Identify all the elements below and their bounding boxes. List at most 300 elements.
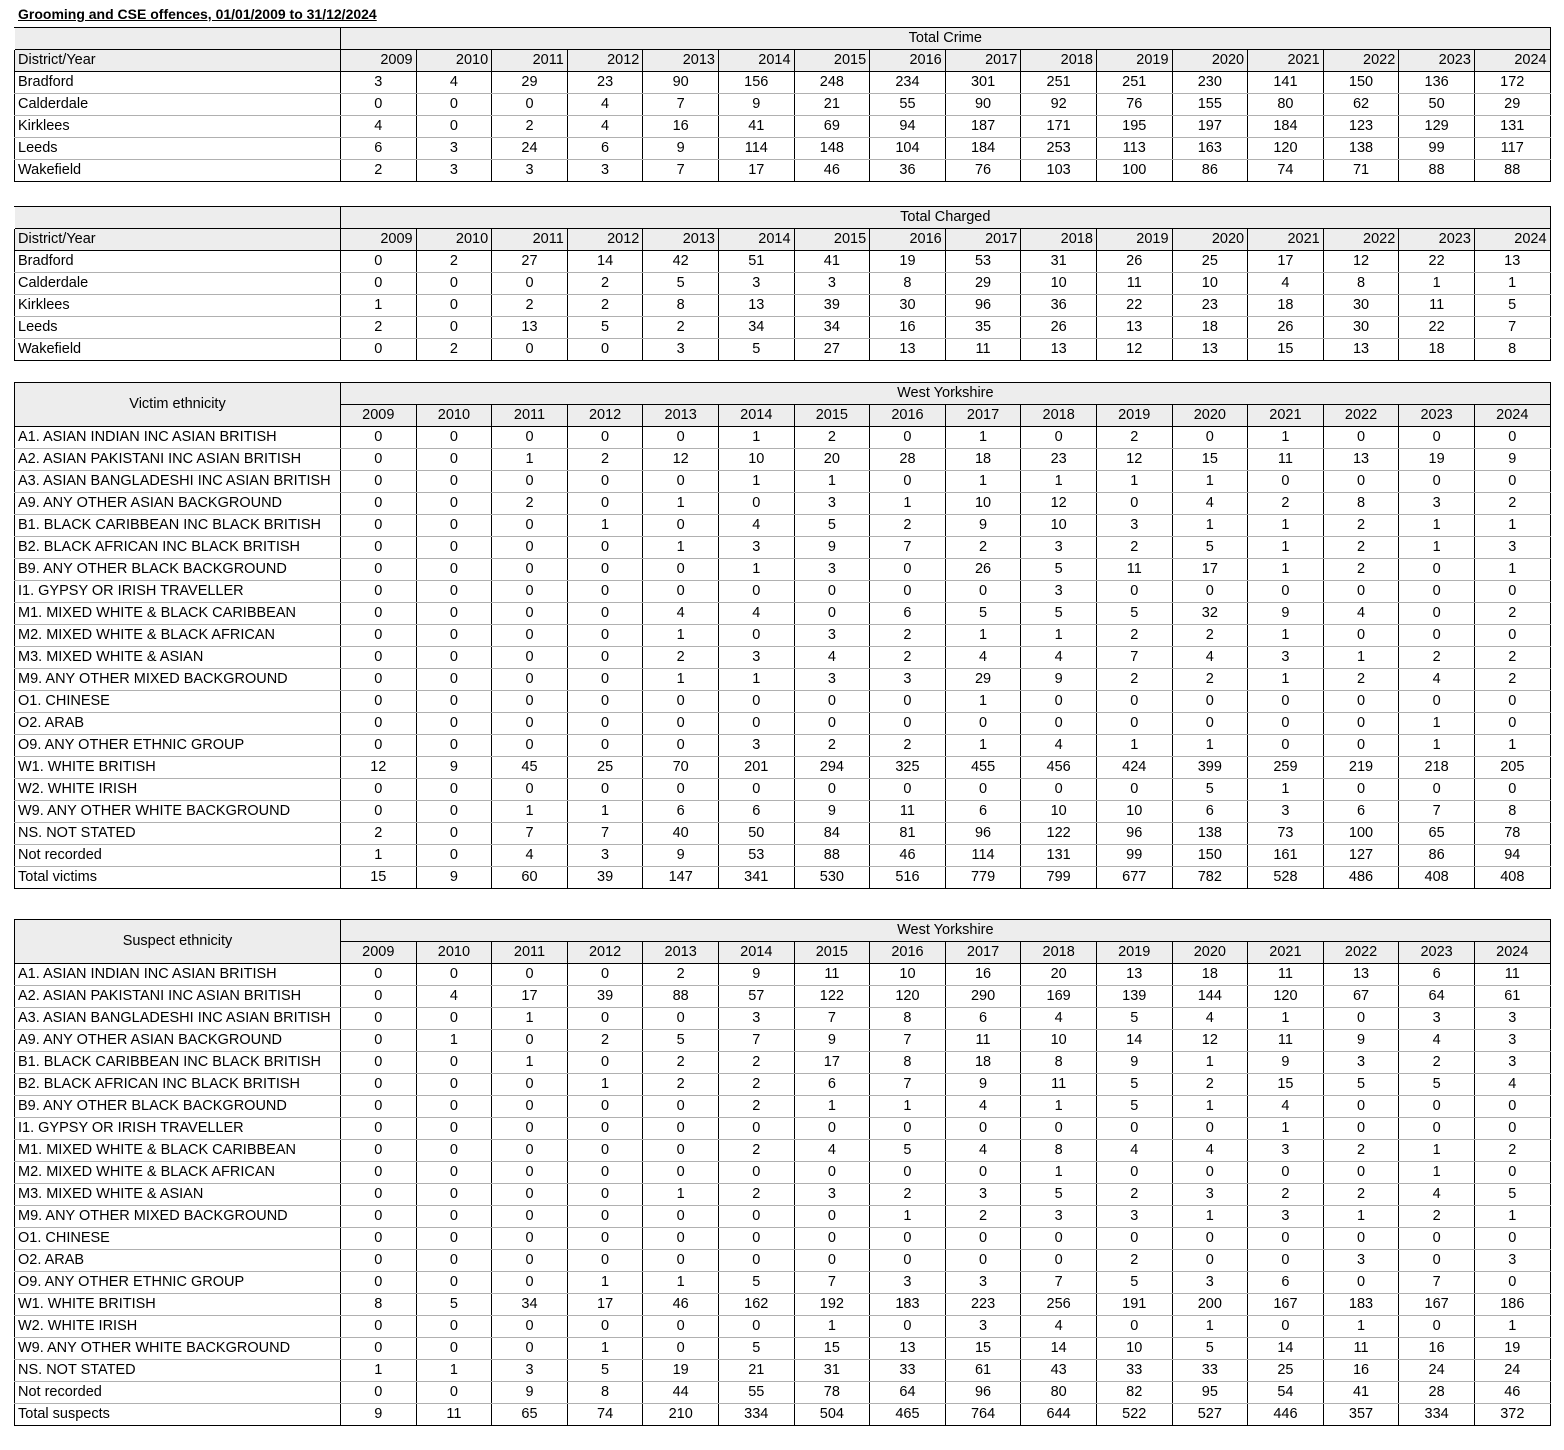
table-cell: 1 (1248, 1118, 1324, 1140)
table-cell: 0 (416, 1118, 492, 1140)
table-cell: 1 (1172, 471, 1248, 493)
table-cell: 3 (1172, 1272, 1248, 1294)
table-cell: 26 (945, 559, 1021, 581)
table-cell: 35 (945, 317, 1021, 339)
table-cell: 192 (794, 1294, 870, 1316)
table-cell: 6 (1248, 1272, 1324, 1294)
table-cell: 1 (643, 625, 719, 647)
table-cell: 53 (945, 251, 1021, 273)
table-cell: 0 (1248, 581, 1324, 603)
table-cell: 54 (1248, 1382, 1324, 1404)
table-cell: 0 (870, 713, 946, 735)
table-cell: 26 (1248, 317, 1324, 339)
year-header: 2010 (416, 50, 492, 72)
table-cell: 0 (1323, 1272, 1399, 1294)
table-cell: 0 (643, 1250, 719, 1272)
table-cell: 0 (416, 735, 492, 757)
table-cell: 1 (567, 801, 643, 823)
table-cell: 103 (1021, 160, 1097, 182)
table-cell: 4 (341, 116, 417, 138)
table-cell: 0 (1323, 625, 1399, 647)
table-cell: 5 (1021, 559, 1097, 581)
row-label: Calderdale (15, 94, 341, 116)
table-cell: 40 (643, 823, 719, 845)
table-cell: 30 (1323, 295, 1399, 317)
table-row (15, 1228, 1551, 1250)
table-cell: 0 (416, 471, 492, 493)
table-cell: 9 (643, 845, 719, 867)
year-header: 2022 (1323, 50, 1399, 72)
table-row (15, 964, 1551, 986)
year-header: 2021 (1248, 50, 1324, 72)
table-row (15, 669, 1551, 691)
table-cell: 0 (416, 581, 492, 603)
row-label: I1. GYPSY OR IRISH TRAVELLER (15, 1118, 341, 1140)
table-cell: 1 (945, 691, 1021, 713)
table-cell: 0 (718, 1316, 794, 1338)
table-cell: 74 (1248, 160, 1324, 182)
table-cell: 9 (945, 515, 1021, 537)
table-cell: 6 (945, 801, 1021, 823)
table-cell: 5 (1172, 779, 1248, 801)
year-header: 2017 (945, 229, 1021, 251)
table-cell: 0 (643, 779, 719, 801)
table-cell: 43 (1021, 1360, 1097, 1382)
table-cell: 36 (1021, 295, 1097, 317)
table-cell: 0 (1021, 779, 1097, 801)
table-cell: 9 (416, 757, 492, 779)
table-cell: 1 (643, 1272, 719, 1294)
table-cell: 7 (718, 1030, 794, 1052)
table-cell: 0 (341, 1030, 417, 1052)
table-cell: 22 (1399, 251, 1475, 273)
table-cell: 1 (718, 471, 794, 493)
table-cell: 3 (1323, 1250, 1399, 1272)
table-cell: 3 (1474, 1052, 1550, 1074)
table-cell: 0 (341, 1184, 417, 1206)
table-cell: 0 (492, 515, 568, 537)
table-cell: 4 (794, 647, 870, 669)
table-cell: 17 (1248, 251, 1324, 273)
victim-ethnicity-table (14, 382, 1551, 889)
table-cell: 0 (341, 603, 417, 625)
table-cell: 2 (1172, 625, 1248, 647)
table-cell: 0 (1399, 427, 1475, 449)
table-cell: 6 (1323, 801, 1399, 823)
year-header: 2023 (1399, 50, 1475, 72)
table-cell: 8 (1323, 493, 1399, 515)
table-row (15, 273, 1551, 295)
table-row (15, 691, 1551, 713)
table-cell: 0 (1021, 1250, 1097, 1272)
table-cell: 8 (870, 273, 946, 295)
table-cell: 74 (567, 1404, 643, 1426)
table-cell: 2 (1096, 427, 1172, 449)
table-cell: 2 (643, 647, 719, 669)
table-cell: 4 (1399, 1030, 1475, 1052)
table-cell: 0 (794, 1250, 870, 1272)
year-header: 2012 (567, 50, 643, 72)
table-cell: 60 (492, 867, 568, 889)
table-cell: 94 (870, 116, 946, 138)
table-cell: 0 (341, 471, 417, 493)
table-cell: 9 (1323, 1030, 1399, 1052)
table-cell: 3 (794, 273, 870, 295)
table-cell: 46 (643, 1294, 719, 1316)
table-cell: 1 (1323, 1206, 1399, 1228)
table-cell: 1 (1248, 779, 1324, 801)
table-cell: 7 (1474, 317, 1550, 339)
table-cell: 0 (341, 537, 417, 559)
table-cell: 4 (416, 986, 492, 1008)
table-cell: 0 (1323, 1228, 1399, 1250)
year-header: 2017 (945, 405, 1021, 427)
table-cell: 9 (1021, 669, 1097, 691)
table-cell: 183 (870, 1294, 946, 1316)
table-cell: 25 (1172, 251, 1248, 273)
table-row (15, 251, 1551, 273)
table-cell: 10 (945, 493, 1021, 515)
table-cell: 64 (1399, 986, 1475, 1008)
table-cell: 3 (1248, 1206, 1324, 1228)
table-cell: 0 (643, 691, 719, 713)
table-cell: 65 (492, 1404, 568, 1426)
table-cell: 2 (643, 1074, 719, 1096)
table-row (15, 1096, 1551, 1118)
table-cell: 219 (1323, 757, 1399, 779)
table-cell: 2 (643, 1052, 719, 1074)
table-cell: 2 (1399, 1052, 1475, 1074)
table-cell: 0 (718, 1206, 794, 1228)
table-cell: 172 (1474, 72, 1550, 94)
table-cell: 1 (870, 1096, 946, 1118)
table-cell: 0 (718, 581, 794, 603)
table-cell: 2 (1248, 493, 1324, 515)
table-cell: 46 (1474, 1382, 1550, 1404)
table-cell: 41 (718, 116, 794, 138)
table-cell: 18 (1172, 964, 1248, 986)
year-header: 2009 (341, 405, 417, 427)
table-cell: 251 (1021, 72, 1097, 94)
year-header: 2013 (643, 229, 719, 251)
table-cell: 3 (1172, 1184, 1248, 1206)
table-cell: 5 (1021, 1184, 1097, 1206)
table-cell: 9 (794, 537, 870, 559)
table-row (15, 625, 1551, 647)
table-cell: 13 (1323, 339, 1399, 361)
table-cell: 4 (1096, 1140, 1172, 1162)
table-cell: 17 (492, 986, 568, 1008)
table-cell: 0 (1474, 779, 1550, 801)
table-cell: 186 (1474, 1294, 1550, 1316)
table-cell: 0 (341, 713, 417, 735)
table-cell: 141 (1248, 72, 1324, 94)
table-cell: 0 (1021, 713, 1097, 735)
row-label: W1. WHITE BRITISH (15, 757, 341, 779)
table-cell: 4 (1172, 493, 1248, 515)
table-cell: 2 (1172, 1074, 1248, 1096)
table-cell: 0 (416, 625, 492, 647)
table-cell: 86 (1172, 160, 1248, 182)
table-cell: 2 (718, 1052, 794, 1074)
table-cell: 0 (643, 1338, 719, 1360)
row-label: W9. ANY OTHER WHITE BACKGROUND (15, 1338, 341, 1360)
table-cell: 4 (945, 1140, 1021, 1162)
table-cell: 195 (1096, 116, 1172, 138)
table-cell: 0 (1172, 1250, 1248, 1272)
year-header: 2012 (567, 405, 643, 427)
table-cell: 19 (643, 1360, 719, 1382)
table-cell: 5 (416, 1294, 492, 1316)
year-header: 2013 (643, 405, 719, 427)
year-header: 2011 (492, 50, 568, 72)
table-cell: 13 (870, 339, 946, 361)
table-cell: 0 (643, 1096, 719, 1118)
table-cell: 114 (945, 845, 1021, 867)
table-row (15, 823, 1551, 845)
year-header: 2017 (945, 942, 1021, 964)
table-cell: 8 (870, 1052, 946, 1074)
table-cell: 0 (341, 1250, 417, 1272)
table-cell: 0 (718, 1250, 794, 1272)
table-cell: 169 (1021, 986, 1097, 1008)
table-cell: 0 (1399, 1316, 1475, 1338)
year-header: 2016 (870, 942, 946, 964)
table-cell: 44 (643, 1382, 719, 1404)
table-cell: 99 (1096, 845, 1172, 867)
table-row (15, 1184, 1551, 1206)
table-cell: 0 (341, 779, 417, 801)
table-cell: 5 (567, 1360, 643, 1382)
table-cell: 0 (341, 964, 417, 986)
table-cell: 2 (1323, 1184, 1399, 1206)
table-cell: 0 (567, 537, 643, 559)
table-row (15, 339, 1551, 361)
table-cell: 0 (1474, 581, 1550, 603)
table-cell: 71 (1323, 160, 1399, 182)
row-label: Leeds (15, 317, 341, 339)
table-cell: 3 (1248, 801, 1324, 823)
table-cell: 0 (945, 779, 1021, 801)
table-cell: 325 (870, 757, 946, 779)
year-header: 2015 (794, 229, 870, 251)
table-cell: 65 (1399, 823, 1475, 845)
table-cell: 3 (1248, 1140, 1324, 1162)
table-cell: 0 (416, 1074, 492, 1096)
row-label: M9. ANY OTHER MIXED BACKGROUND (15, 669, 341, 691)
table-cell: 104 (870, 138, 946, 160)
table-cell: 0 (567, 339, 643, 361)
table-cell: 5 (1021, 603, 1097, 625)
row-label: Wakefield (15, 339, 341, 361)
table-cell: 0 (341, 251, 417, 273)
table-cell: 0 (1248, 735, 1324, 757)
table-cell: 486 (1323, 867, 1399, 889)
table-cell: 10 (1172, 273, 1248, 295)
table-cell: 0 (1248, 713, 1324, 735)
table-cell: 1 (718, 559, 794, 581)
table-cell: 0 (341, 735, 417, 757)
table-cell: 82 (1096, 1382, 1172, 1404)
table-cell: 39 (567, 867, 643, 889)
table-row (15, 735, 1551, 757)
table-cell: 1 (945, 427, 1021, 449)
table-cell: 11 (870, 801, 946, 823)
row-label: Kirklees (15, 116, 341, 138)
table-cell: 0 (945, 1228, 1021, 1250)
table-cell: 7 (870, 1030, 946, 1052)
table-cell: 0 (1399, 603, 1475, 625)
table-cell: 7 (794, 1272, 870, 1294)
year-header: 2020 (1172, 942, 1248, 964)
table-cell: 5 (718, 1272, 794, 1294)
table-cell: 1 (870, 1206, 946, 1228)
table-cell: 0 (341, 1272, 417, 1294)
table-cell: 99 (1399, 138, 1475, 160)
row-label: A1. ASIAN INDIAN INC ASIAN BRITISH (15, 427, 341, 449)
table-cell: 51 (718, 251, 794, 273)
table-cell: 163 (1172, 138, 1248, 160)
table-cell: 294 (794, 757, 870, 779)
table-cell: 12 (643, 449, 719, 471)
table-cell: 5 (1096, 1272, 1172, 1294)
table-cell: 0 (1096, 1118, 1172, 1140)
table-cell: 13 (1021, 339, 1097, 361)
table-cell: 88 (643, 986, 719, 1008)
table-cell: 3 (794, 559, 870, 581)
table-cell: 2 (643, 964, 719, 986)
table-cell: 0 (1323, 713, 1399, 735)
table-cell: 88 (794, 845, 870, 867)
table-cell: 88 (1399, 160, 1475, 182)
table-cell: 1 (567, 1074, 643, 1096)
table-cell: 528 (1248, 867, 1324, 889)
table-cell: 530 (794, 867, 870, 889)
year-header: 2024 (1474, 405, 1550, 427)
table-cell: 0 (1399, 1250, 1475, 1272)
table-cell: 1 (341, 1360, 417, 1382)
table-cell: 21 (718, 1360, 794, 1382)
table-cell: 4 (794, 1140, 870, 1162)
year-header: 2018 (1021, 50, 1097, 72)
table-cell: 4 (1399, 669, 1475, 691)
total-charged-table (14, 206, 1551, 361)
table-cell: 0 (416, 1338, 492, 1360)
section-title-row (15, 207, 1551, 229)
table-cell: 2 (341, 823, 417, 845)
total-crime-table (14, 27, 1551, 182)
table-cell: 5 (1399, 1074, 1475, 1096)
year-header: 2010 (416, 942, 492, 964)
table-cell: 94 (1474, 845, 1550, 867)
table-cell: 122 (1021, 823, 1097, 845)
table-row (15, 1382, 1551, 1404)
table-row (15, 1030, 1551, 1052)
table-cell: 2 (1096, 1250, 1172, 1272)
table-cell: 122 (794, 986, 870, 1008)
table-cell: 4 (1021, 1008, 1097, 1030)
table-cell: 4 (945, 1096, 1021, 1118)
table-cell: 0 (416, 537, 492, 559)
table-row (15, 1162, 1551, 1184)
table-cell: 18 (1172, 317, 1248, 339)
table-cell: 4 (1021, 647, 1097, 669)
table-cell: 5 (1172, 537, 1248, 559)
table-cell: 0 (492, 1250, 568, 1272)
table-cell: 2 (1323, 515, 1399, 537)
table-cell: 0 (794, 1206, 870, 1228)
table-cell: 2 (492, 493, 568, 515)
table-cell: 96 (1096, 823, 1172, 845)
table-cell: 0 (492, 713, 568, 735)
table-cell: 6 (341, 138, 417, 160)
table-cell: 4 (1172, 1008, 1248, 1030)
table-cell: 3 (718, 273, 794, 295)
table-cell: 7 (643, 160, 719, 182)
row-label: Not recorded (15, 845, 341, 867)
table-cell: 171 (1021, 116, 1097, 138)
table-cell: 16 (1399, 1338, 1475, 1360)
table-cell: 0 (1474, 1162, 1550, 1184)
row-label: O9. ANY OTHER ETHNIC GROUP (15, 1272, 341, 1294)
table-cell: 3 (1021, 581, 1097, 603)
table-cell: 0 (1474, 1096, 1550, 1118)
table-cell: 11 (1248, 449, 1324, 471)
table-cell: 95 (1172, 1382, 1248, 1404)
table-cell: 0 (341, 1162, 417, 1184)
table-cell: 7 (643, 94, 719, 116)
table-cell: 3 (1021, 537, 1097, 559)
table-cell: 2 (794, 427, 870, 449)
table-cell: 0 (416, 1008, 492, 1030)
table-cell: 17 (718, 160, 794, 182)
table-cell: 3 (567, 845, 643, 867)
table-cell: 9 (341, 1404, 417, 1426)
year-header: 2021 (1248, 942, 1324, 964)
table-cell: 0 (341, 625, 417, 647)
year-header: 2015 (794, 50, 870, 72)
table-cell: 31 (1021, 251, 1097, 273)
table-cell: 3 (718, 1008, 794, 1030)
table-cell: 1 (1399, 537, 1475, 559)
table-cell: 5 (1096, 603, 1172, 625)
year-header: 2022 (1323, 942, 1399, 964)
table-cell: 1 (1021, 625, 1097, 647)
table-cell: 9 (794, 801, 870, 823)
table-cell: 13 (492, 317, 568, 339)
row-label: A2. ASIAN PAKISTANI INC ASIAN BRITISH (15, 449, 341, 471)
table-cell: 3 (643, 339, 719, 361)
table-cell: 210 (643, 1404, 719, 1426)
table-cell: 29 (945, 273, 1021, 295)
table-cell: 0 (945, 1162, 1021, 1184)
table-cell: 0 (416, 823, 492, 845)
table-row (15, 986, 1551, 1008)
table-cell: 14 (567, 251, 643, 273)
table-cell: 2 (1172, 669, 1248, 691)
table-cell: 644 (1021, 1404, 1097, 1426)
table-cell: 8 (1021, 1052, 1097, 1074)
table-cell: 139 (1096, 986, 1172, 1008)
table-row (15, 867, 1551, 889)
table-cell: 2 (567, 273, 643, 295)
table-cell: 6 (870, 603, 946, 625)
table-cell: 138 (1323, 138, 1399, 160)
year-header: 2011 (492, 942, 568, 964)
table-cell: 24 (1474, 1360, 1550, 1382)
row-label: B2. BLACK AFRICAN INC BLACK BRITISH (15, 1074, 341, 1096)
row-label: B9. ANY OTHER BLACK BACKGROUND (15, 559, 341, 581)
